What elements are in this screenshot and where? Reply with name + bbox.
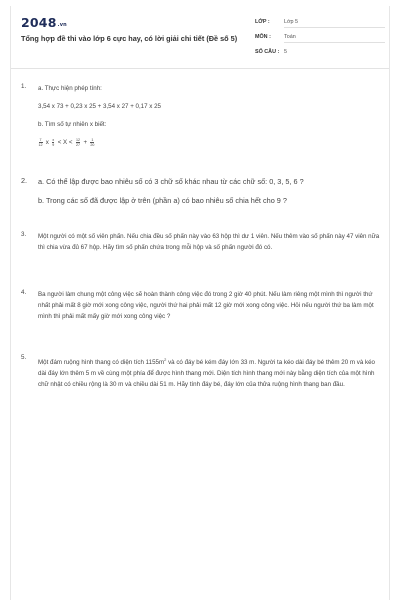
question-body [38,176,381,206]
meta-value: Lớp 5 [284,19,299,25]
document-page [10,6,390,600]
question-part-a-expression: 3,54 x 73 + 0,23 x 25 + 3,54 x 27 + 0,17 x 25 [38,103,161,110]
question-number: 3. [21,231,27,238]
question-number: 2. [21,176,28,185]
question-part-a: a. Có thể lập được bao nhiêu số có 3 chữ số khác nhau từ các chữ số: 0, 3, 5, 6 ? [38,177,304,186]
meta-divider [284,27,385,28]
document-title: Tổng hợp đề thi vào lớp 6 cực hay, có lời giải chi tiết (Đề số 5) [21,34,238,43]
question-number: 1. [21,83,27,90]
site-logo[interactable] [21,15,67,30]
fraction: $\frac{1}{20}$ [90,137,95,147]
superscript: 2 [164,357,167,362]
question-number: 4. [21,289,27,296]
meta-row-question-count [255,47,385,62]
question-body: Một người có một số viên phấn. Nếu chia đều số phấn này vào 63 hộp thì dư 1 viên. Nếu thêm vào số phấn này 47 viên nữa thì chia vừa đủ 67 hộp. Hãy tìm số phấn chứa trong mỗi hộp và số phấn người đó có. [38,233,380,251]
meta-key: MÔN : [255,34,271,40]
document-header [11,6,389,69]
meta-row-class [255,17,385,32]
meta-panel [255,17,385,62]
question-text: Một đám ruộng hình thang có diện tích 1155m [38,359,165,366]
fraction: $\frac{12}{27}$ [76,137,81,147]
question-number: 5. [21,354,27,361]
question-text: và có đáy bé kém đáy lớn 33 m. Người ta kéo dài đáy bé thêm 20 m và kéo dài đáy lớn thêm 5 m về cùng một phía để được hình thang mới. Diện tích hình thang mới này bằng diện tích của một hình chữ nhật có chiều rộng là 30 m và chiều dài 51 m. Hãy tính đáy bé, đáy lớn của thửa ruộng hình thang ban đầu. [38,359,376,388]
question-body: Ba người làm chung một công việc sẽ hoàn thành công việc đó trong 2 giờ 40 phút. Nếu làm riêng một mình thì người thứ nhất phải mất 8 giờ mới xong công việc, người thứ hai phải mất 12 giờ mới xong công việc. Hỏi nếu người thứ ba làm một mình thì phải mất mấy giờ mới xong công việc ? [38,291,374,320]
question-part-b-label: b. Tìm số tự nhiên x biết: [38,121,107,128]
operator: < X < [57,139,73,146]
fraction: $\frac{x}{9}$ [52,137,55,147]
question-part-b-inequality [38,137,381,148]
question-part-a-label: a. Thực hiện phép tính: [38,85,102,92]
question-part-b: b. Trong các số đã được lập ở trên (phần a) có bao nhiêu số chia hết cho 9 ? [38,196,287,205]
meta-value: Toán [284,34,296,40]
fraction: $\frac{7}{12}$ [38,137,43,147]
meta-key: LỚP : [255,19,270,25]
logo-text: 2048 [21,15,57,30]
operator: x [45,139,49,146]
operator: + [83,139,88,146]
meta-row-subject [255,32,385,47]
meta-divider [284,42,385,43]
question-body [38,83,381,148]
meta-value: 5 [284,49,287,55]
question-body [38,354,381,390]
meta-key: SỐ CÂU : [255,49,280,55]
logo-suffix: .vn [57,22,67,28]
